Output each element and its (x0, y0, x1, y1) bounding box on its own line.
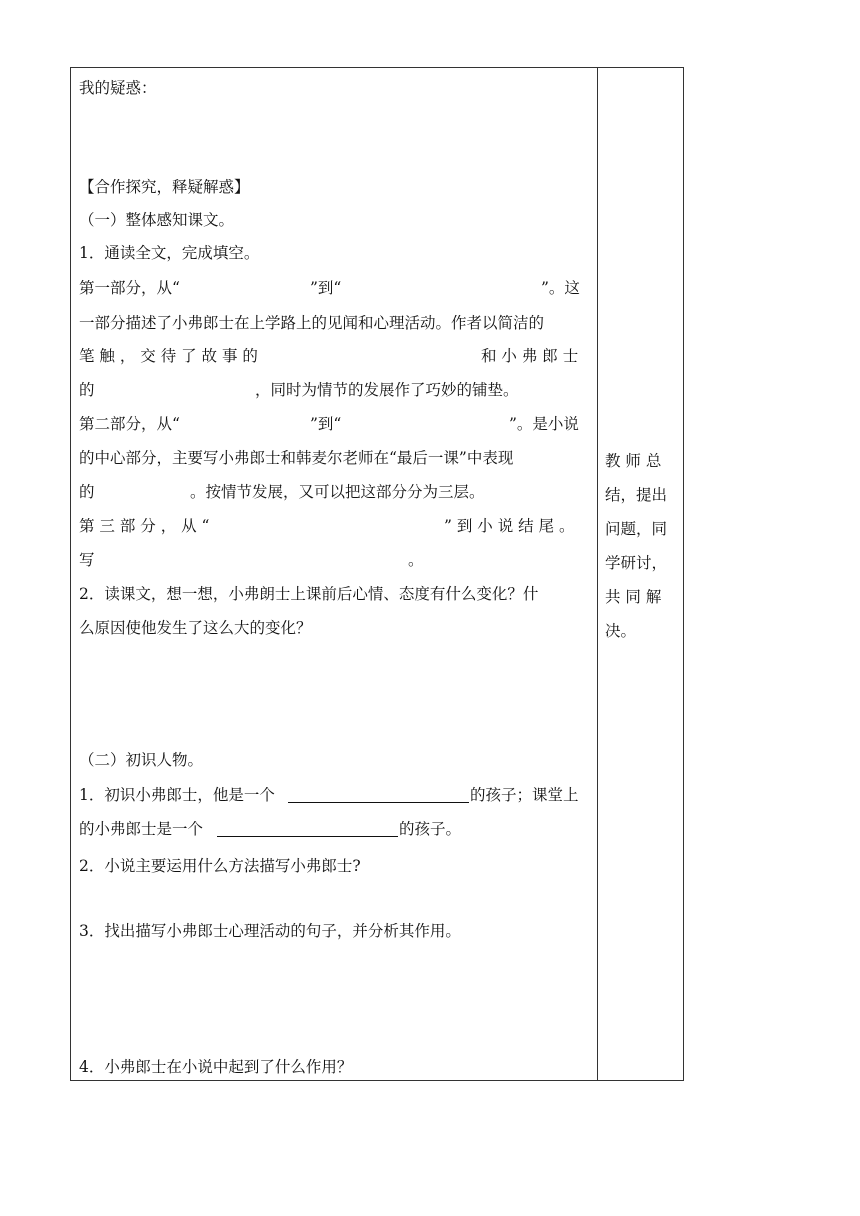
p1-line1-c: ”。这 (541, 279, 580, 297)
teacher-note-line: 学研讨， (605, 554, 668, 572)
p1-line1-a: 第一部分，从“ (79, 279, 180, 297)
p1-line1-b: ”到“ (310, 279, 342, 297)
teacher-note-line: 决。 (605, 622, 637, 640)
column-divider (597, 67, 598, 1081)
teacher-note-line: 共 同 解 (605, 588, 662, 606)
part2-q4: 4．小弗郎士在小说中起到了什么作用？ (79, 1058, 353, 1076)
teacher-note-line: 教 师 总 (605, 452, 662, 470)
part2-q1-line1-b: 的孩子；课堂上 (470, 786, 579, 804)
part1-q1-title: 1．通读全文，完成填空。 (79, 244, 260, 262)
p2-line3-a: 的 (79, 483, 95, 501)
answer-blank-2[interactable] (217, 836, 398, 837)
p2-line2: 的中心部分，主要写小弗郎士和韩麦尔老师在“最后一课”中表现 (79, 449, 514, 467)
part2-q3: 3．找出描写小弗郎士心理活动的句子，并分析其作用。 (79, 922, 461, 940)
p3-line1-b: ” 到 小 说 结 尾 。 (444, 517, 575, 535)
answer-blank-1[interactable] (288, 802, 469, 803)
teacher-note-line: 结，提出 (605, 486, 668, 504)
part2-q1-line2-b: 的孩子。 (399, 820, 462, 838)
p1-line4-a: 的 (79, 381, 95, 399)
doubt-label: 我的疑惑： (79, 79, 157, 97)
p3-line2-b: 。 (408, 551, 424, 569)
part2-q1-line2-a: 的小弗郎士是一个 (79, 820, 204, 838)
teacher-note-line: 问题，同 (605, 520, 668, 538)
p1-line3-a: 笔 触 ， 交 待 了 故 事 的 (79, 347, 258, 365)
p1-line2: 一部分描述了小弗郎士在上学路上的见闻和心理活动。作者以简洁的 (79, 314, 545, 332)
p1-line4-b: ，同时为情节的发展作了巧妙的铺垫。 (255, 381, 519, 399)
p2-line3-b: 。按情节发展，又可以把这部分分为三层。 (190, 483, 485, 501)
part2-q2: 2．小说主要运用什么方法描写小弗郎士? (79, 857, 361, 875)
part2-heading: （二）初识人物。 (79, 751, 204, 769)
part1-q2-line2: 么原因使他发生了这么大的变化？ (79, 619, 312, 637)
part1-q2-line1: 2．读课文，想一想，小弗朗士上课前后心情、态度有什么变化？什 (79, 585, 539, 603)
p2-line1-b: ”到“ (310, 415, 342, 433)
p3-line1-a: 第 三 部 分 ， 从 “ (79, 517, 210, 535)
part1-heading: （一）整体感知课文。 (79, 211, 235, 229)
teacher-notes-column (605, 444, 677, 648)
p2-line1-c: ”。是小说 (509, 415, 579, 433)
section-heading: 【合作探究，释疑解惑】 (79, 178, 250, 196)
p3-line2-a: 写 (79, 551, 95, 569)
p2-line1-a-text: 第二部分，从“ (79, 415, 180, 433)
part2-q1-line1-a: 1．初识小弗郎士，他是一个 (79, 786, 275, 804)
p1-line3-b: 和 小 弗 郎 士 (481, 347, 579, 365)
